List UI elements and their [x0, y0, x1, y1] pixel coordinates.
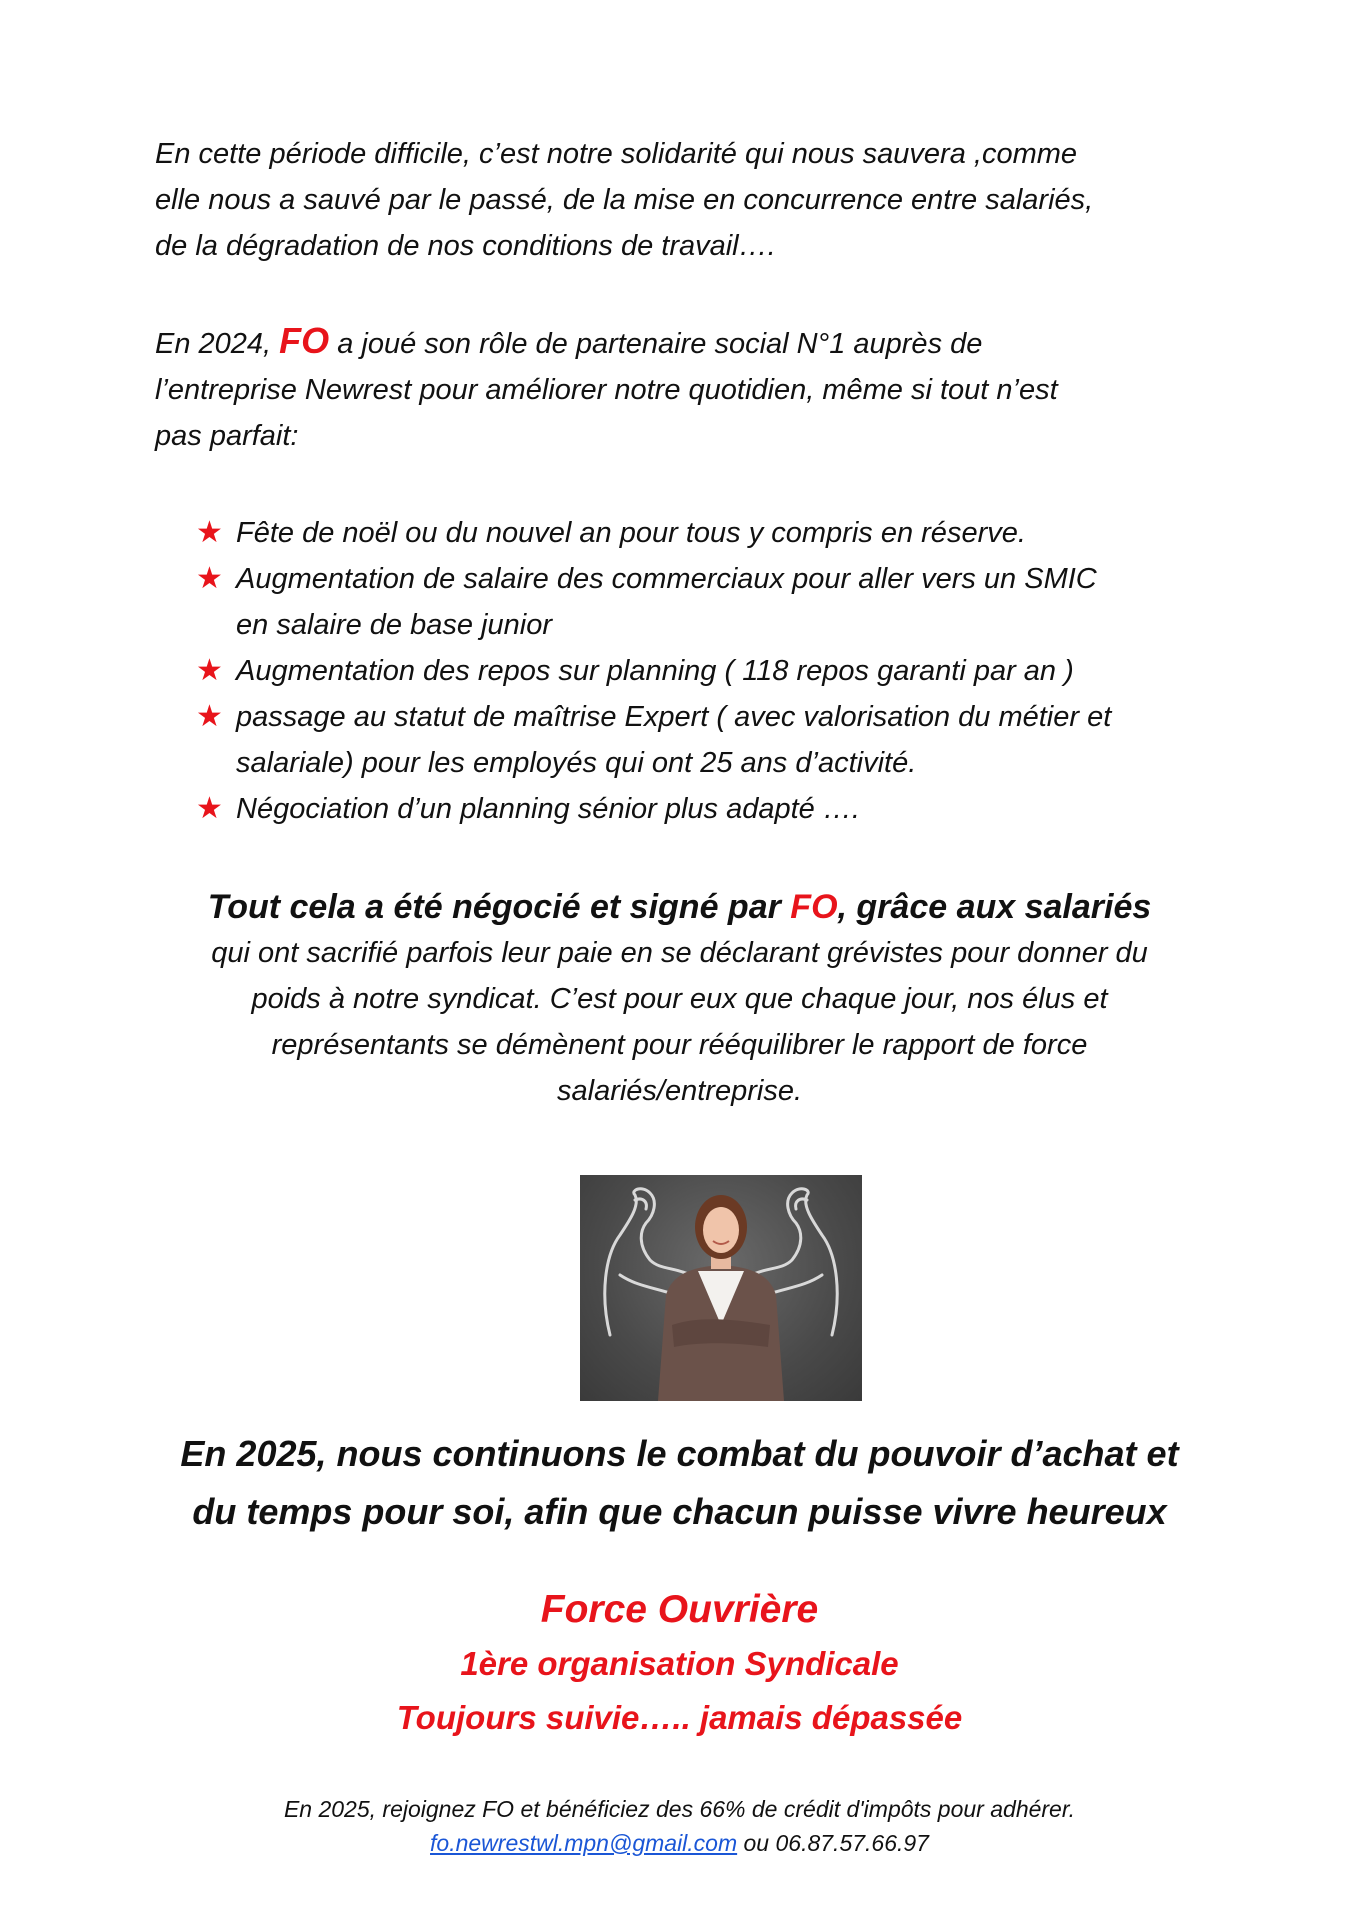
list-item-text: salariale) pour les employés qui ont 25 ans d’activité.: [236, 747, 917, 779]
list-item-text: Augmentation des repos sur planning ( 118 repos garanti par an ): [236, 655, 1074, 687]
negocie-heading-pre: Tout cela a été négocié et signé par: [207, 888, 791, 926]
achievements-list: [196, 510, 1236, 832]
red-star-icon: ★: [196, 516, 223, 549]
year-2024-line-2: l’entreprise Newrest pour améliorer notre quotidien, même si tout n’est: [155, 374, 1058, 406]
negocie-heading-post: , grâce aux salariés: [837, 888, 1152, 926]
year-2024-line-1-rest: a joué son rôle de partenaire social N°1 auprès de: [329, 328, 983, 360]
negocie-line: salariés/entreprise.: [557, 1075, 802, 1107]
fo-inline-label: FO: [279, 320, 330, 361]
year-2024-line-1: [155, 318, 1215, 367]
list-item: [196, 694, 1236, 786]
red-star-icon: ★: [196, 792, 223, 825]
intro-line: En cette période difficile, c’est notre solidarité qui nous sauvera ,comme: [155, 138, 1078, 170]
list-item: [196, 556, 1236, 648]
negocie-heading: [0, 884, 1359, 930]
footer-contact-line: [0, 1826, 1359, 1860]
red-star-icon: ★: [196, 700, 223, 733]
intro-line: elle nous a sauvé par le passé, de la mise en concurrence entre salariés,: [155, 184, 1094, 216]
phone-number: 06.87.57.66.97: [775, 1830, 929, 1856]
negocie-line: représentants se démènent pour rééquilibrer le rapport de force: [271, 1029, 1088, 1061]
red-star-icon: ★: [196, 562, 223, 595]
list-item: [196, 510, 1236, 556]
negocie-line: poids à notre syndicat. C’est pour eux que chaque jour, nos élus et: [251, 983, 1108, 1015]
footer-connector: ou: [737, 1830, 776, 1856]
year-2025-line: En 2025, nous continuons le combat du pouvoir d’achat et: [180, 1433, 1179, 1474]
list-item: [196, 648, 1236, 694]
email-link[interactable]: fo.newrestwl.mpn@gmail.com: [430, 1830, 738, 1856]
brand-tagline-1: 1ère organisation Syndicale: [460, 1645, 899, 1682]
year-2025-block: [0, 1425, 1359, 1541]
red-star-icon: ★: [196, 654, 223, 687]
list-item-text: Augmentation de salaire des commerciaux pour aller vers un SMIC: [236, 563, 1097, 595]
list-item-text: Négociation d’un planning sénior plus adapté ….: [236, 793, 860, 825]
footer-line-1: En 2025, rejoignez FO et bénéficiez des 66% de crédit d'impôts pour adhérer.: [283, 1796, 1076, 1822]
list-item-text: passage au statut de maîtrise Expert ( avec valorisation du métier et: [236, 701, 1112, 733]
brand-tagline-2: Toujours suivie….. jamais dépassée: [396, 1699, 963, 1736]
year-2024-line-3: pas parfait:: [155, 420, 299, 452]
year-2025-line: du temps pour soi, afin que chacun puisse vivre heureux: [192, 1491, 1167, 1532]
year-2024-prefix: En 2024,: [155, 328, 280, 360]
photo-illustration: [580, 1175, 862, 1401]
brand-name: Force Ouvrière: [540, 1588, 819, 1631]
footer: [0, 1792, 1359, 1860]
intro-line: de la dégradation de nos conditions de travail….: [155, 230, 776, 262]
negocie-block: [0, 884, 1359, 1114]
intro-paragraph: [155, 131, 1215, 269]
negocie-line: qui ont sacrifié parfois leur paie en se déclarant grévistes pour donner du: [211, 937, 1148, 969]
list-item-text: en salaire de base junior: [236, 609, 552, 641]
year-2024-paragraph: [155, 318, 1215, 459]
brand-block: [0, 1583, 1359, 1745]
list-item: [196, 786, 1236, 832]
strong-woman-photo: [580, 1175, 862, 1401]
list-item-text: Fête de noël ou du nouvel an pour tous y compris en réserve.: [236, 517, 1026, 549]
negocie-heading-fo: FO: [790, 888, 838, 926]
